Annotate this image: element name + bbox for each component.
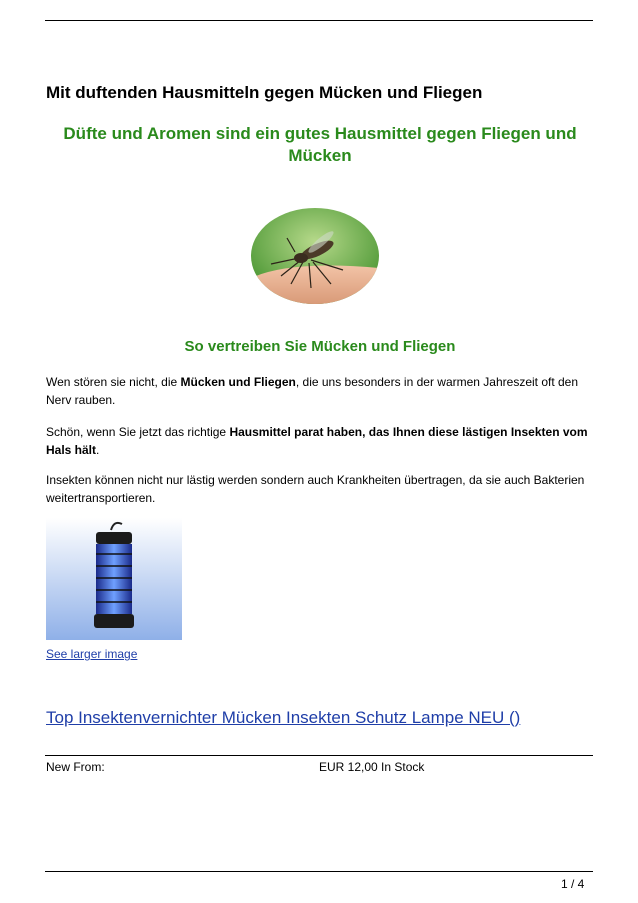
section-heading: So vertreiben Sie Mücken und Fliegen <box>184 338 456 355</box>
paragraph-1 <box>46 374 594 409</box>
paragraph-2-bold: Hausmittel parat haben, das Ihnen diese lästigen Insekten vom Hals hält <box>46 425 588 457</box>
product-divider <box>45 755 593 756</box>
paragraph-1-text: Wen stören sie nicht, die <box>46 375 181 389</box>
mosquito-image <box>251 208 379 304</box>
price-value: EUR 12,00 In Stock <box>319 760 425 774</box>
subtitle: Düfte und Aromen sind ein gutes Hausmittel gegen Fliegen und Mücken <box>63 124 577 165</box>
paragraph-3: Insekten können nicht nur lästig werden sondern auch Krankheiten übertragen, da sie auch Bakterien weitertransportieren. <box>46 473 585 505</box>
page-number: 1 / 4 <box>561 877 585 891</box>
product-title-link[interactable]: Top Insektenvernichter Mücken Insekten Schutz Lampe NEU () <box>46 708 521 727</box>
footer-rule <box>45 871 593 872</box>
paragraph-2 <box>46 424 594 459</box>
paragraph-2-text-end: . <box>96 442 100 457</box>
paragraph-1-text-end: , die uns besonders in der warmen Jahreszeit oft den Nerv rauben. <box>46 375 579 407</box>
top-rule <box>45 20 593 21</box>
paragraph-1-bold: Mücken und Fliegen <box>180 375 296 389</box>
insect-lamp-image[interactable] <box>46 518 182 640</box>
new-from-label: New From: <box>46 760 105 774</box>
paragraph-2-text: Schön, wenn Sie jetzt das richtige <box>46 425 230 439</box>
page-title: Mit duftenden Hausmitteln gegen Mücken und Fliegen <box>46 83 483 102</box>
see-larger-image-link[interactable]: See larger image <box>46 647 138 661</box>
